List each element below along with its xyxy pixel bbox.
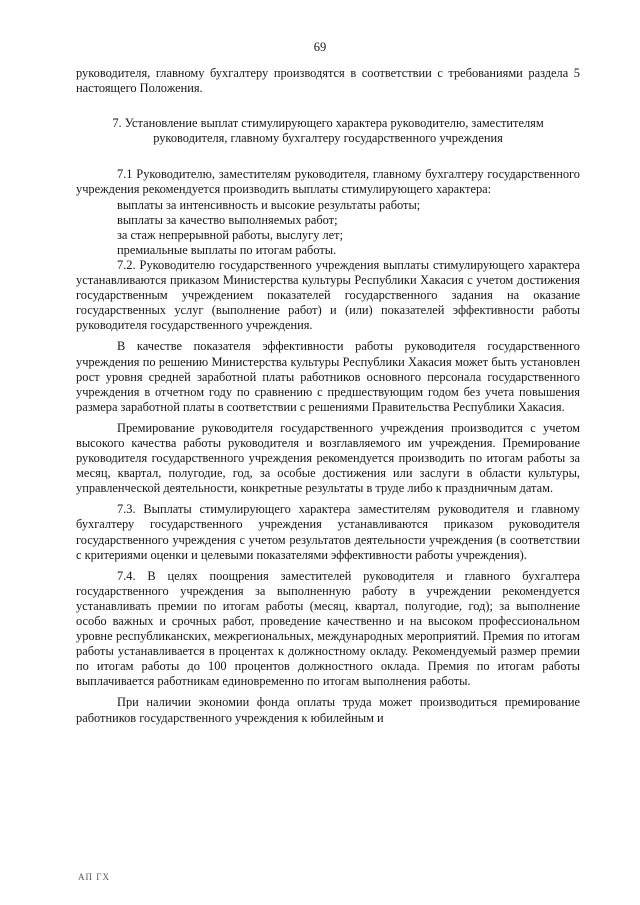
footer-code: АП ГХ xyxy=(78,872,110,882)
paragraph-7-4: 7.4. В целях поощрения заместителей руководителя и главного бухгалтера государственного учреждения за выполненную работу в учреждении рекомендуется устанавливать премии по итогам работы (месяц, квартал, полугодие, год); за выполнение особо важных и срочных работ, проведение качественно и на высоком профессиональном уровне республиканских, межрегиональных, международных мероприятий. Премия по итогам работы устанавливается в процентах к должностному окладу. Рекомендуемый размер премии по итогам работы до 100 процентов должностного оклада. Премия по итогам работы выплачивается работникам единовременно по итогам выполнения работы. xyxy=(76,568,580,689)
paragraph-7-2-bonus: Премирование руководителя государственного учреждения производится с учетом высокого качества работы руководителя и возглавляемого им учреждения. Премирование руководителя государственного учреждения рекомендуется производить по итогам работы за месяц, квартал, полугодие, год, за особые достижения или заслуги в области культуры, управленческой деятельности, конкретные результаты в труде либо к праздничным датам. xyxy=(76,420,580,496)
document-body xyxy=(76,66,580,726)
paragraph-7-2: 7.2. Руководителю государственного учреждения выплаты стимулирующего характера устанавливаются приказом Министерства культуры Республики Хакасия с учетом достижения государственным учреждением показателей государственного задания на оказание государственных услуг (выполнение работ) и (или) показателей эффективности работы руководителя государственного учреждения. xyxy=(76,257,580,333)
paragraph-continuation: руководителя, главному бухгалтеру производятся в соответствии с требованиями раздела 5 настоящего Положения. xyxy=(76,66,580,96)
list-item: за стаж непрерывной работы, выслугу лет; xyxy=(117,227,344,242)
paragraph-7-4-savings: При наличии экономии фонда оплаты труда может производиться премирование работников государственного учреждения к юбилейным и xyxy=(76,695,580,725)
list-item: премиальные выплаты по итогам работы. xyxy=(117,242,337,257)
paragraph-7-1: 7.1 Руководителю, заместителям руководителя, главному бухгалтеру государственного учреждения рекомендуется производить выплаты стимулирующего характера: xyxy=(76,167,580,197)
paragraph-7-3: 7.3. Выплаты стимулирующего характера заместителям руководителя и главному бухгалтеру государственного учреждения устанавливаются приказом руководителя государственного учреждения с учетом результатов деятельности учреждения (в соответствии с критериями оценки и целевыми показателями эффективности работы учреждения). xyxy=(76,502,580,562)
paragraph-7-2-efficiency: В качестве показателя эффективности работы руководителя государственного учреждения по решению Министерства культуры Республики Хакасия может быть установлен рост уровня средней заработной платы работников основного персонала государственного учреждения в отчетном году по сравнению с предшествующим годом без учета повышения размера заработной платы в соответствии с решениями Правительства Республики Хакасия. xyxy=(76,339,580,414)
list-item: выплаты за интенсивность и высокие результаты работы; xyxy=(117,197,421,212)
list-item: выплаты за качество выполняемых работ; xyxy=(117,212,338,227)
section-title: 7. Установление выплат стимулирующего характера руководителю, заместителям руководителя, главному бухгалтеру государственного учреждения xyxy=(112,116,544,146)
page-number: 69 xyxy=(313,40,327,54)
